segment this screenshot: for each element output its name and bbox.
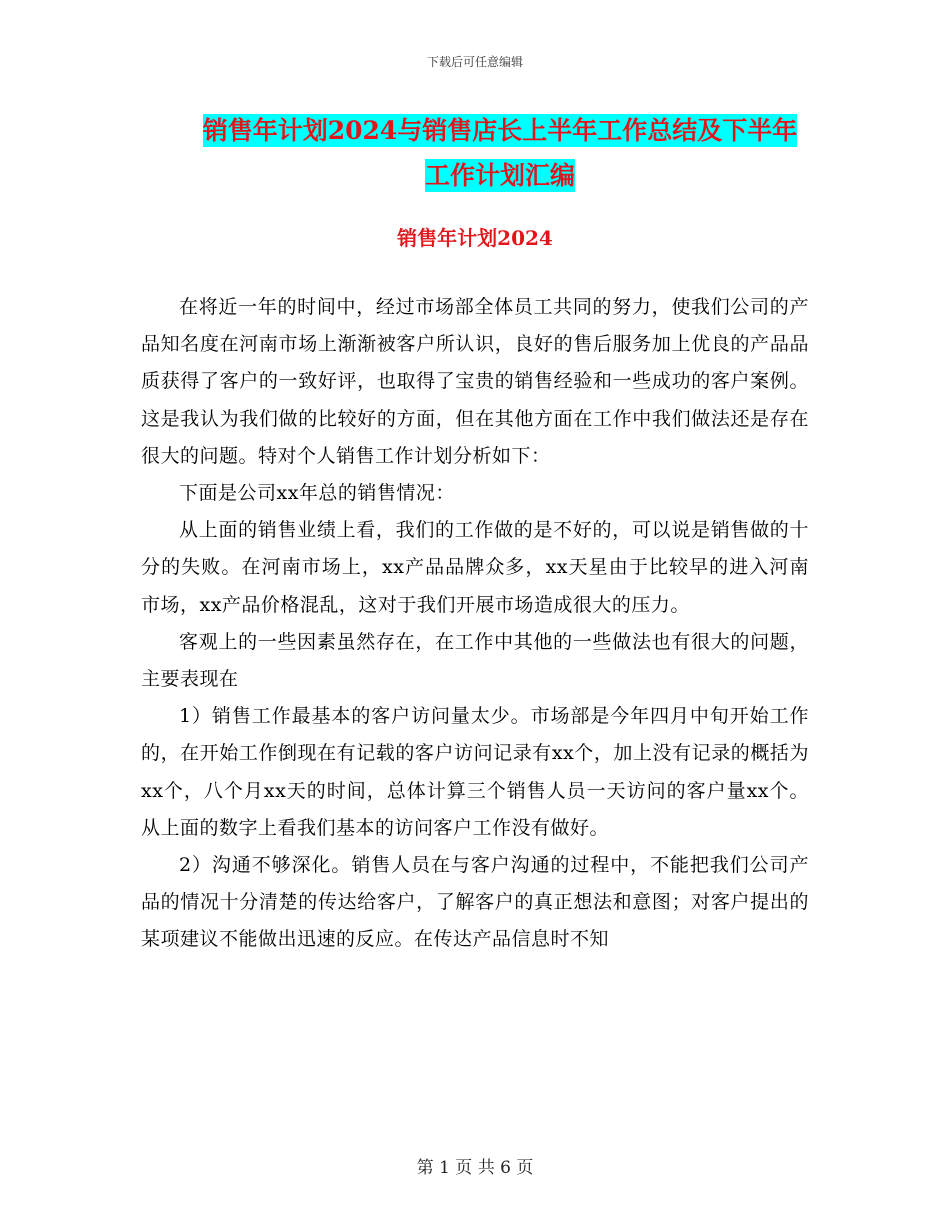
paragraph: 下面是公司xx年总的销售情况： [179, 482, 455, 505]
paragraph: 2）沟通不够深化。销售人员在与客户沟通的过程中，不能把我们公司产品的情况十分清楚的传达给客户，了解客户的真正想法和意图；对客户提出的某项建议不能做出迅速的反应。在传达产品信息时不知 [141, 854, 809, 951]
paragraph: 1）销售工作最基本的客户访问量太少。市场部是今年四月中旬开始工作的，在开始工作倒现在有记载的客户访问记录有xx个，加上没有记录的概括为xx个，八个月xx天的时间，总体计算三个销售人员一天访问的客户量xx个。从上面的数字上看我们基本的访问客户工作没有做好。 [141, 705, 809, 839]
document-title-line-2: 工作计划汇编 [424, 161, 575, 190]
paragraph: 在将近一年的时间中，经过市场部全体员工共同的努力，使我们公司的产品知名度在河南市场上渐渐被客户所认识，良好的售后服务加上优良的产品品质获得了客户的一致好评，也取得了宝贵的销售经验和一些成功的客户案例。这是我认为我们做的比较好的方面，但在其他方面在工作中我们做法还是存在很大的问题。特对个人销售工作计划分析如下： [141, 296, 809, 467]
page-number-footer: 第 1 页 共 6 页 [416, 1158, 534, 1178]
header-note: 下载后可任意编辑 [426, 55, 523, 69]
document-title-line-1: 销售年计划2024与销售店长上半年工作总结及下半年 [202, 116, 798, 145]
body-text [141, 289, 809, 959]
section-title: 销售年计划2024 [397, 226, 553, 250]
paragraph: 从上面的销售业绩上看，我们的工作做的是不好的，可以说是销售做的十分的失败。在河南市场上，xx产品品牌众多，xx天星由于比较早的进入河南市场，xx产品价格混乱，这对于我们开展市场造成很大的压力。 [141, 519, 809, 616]
document-title [140, 108, 860, 198]
paragraph: 客观上的一些因素虽然存在，在工作中其他的一些做法也有很大的问题，主要表现在 [141, 630, 809, 691]
